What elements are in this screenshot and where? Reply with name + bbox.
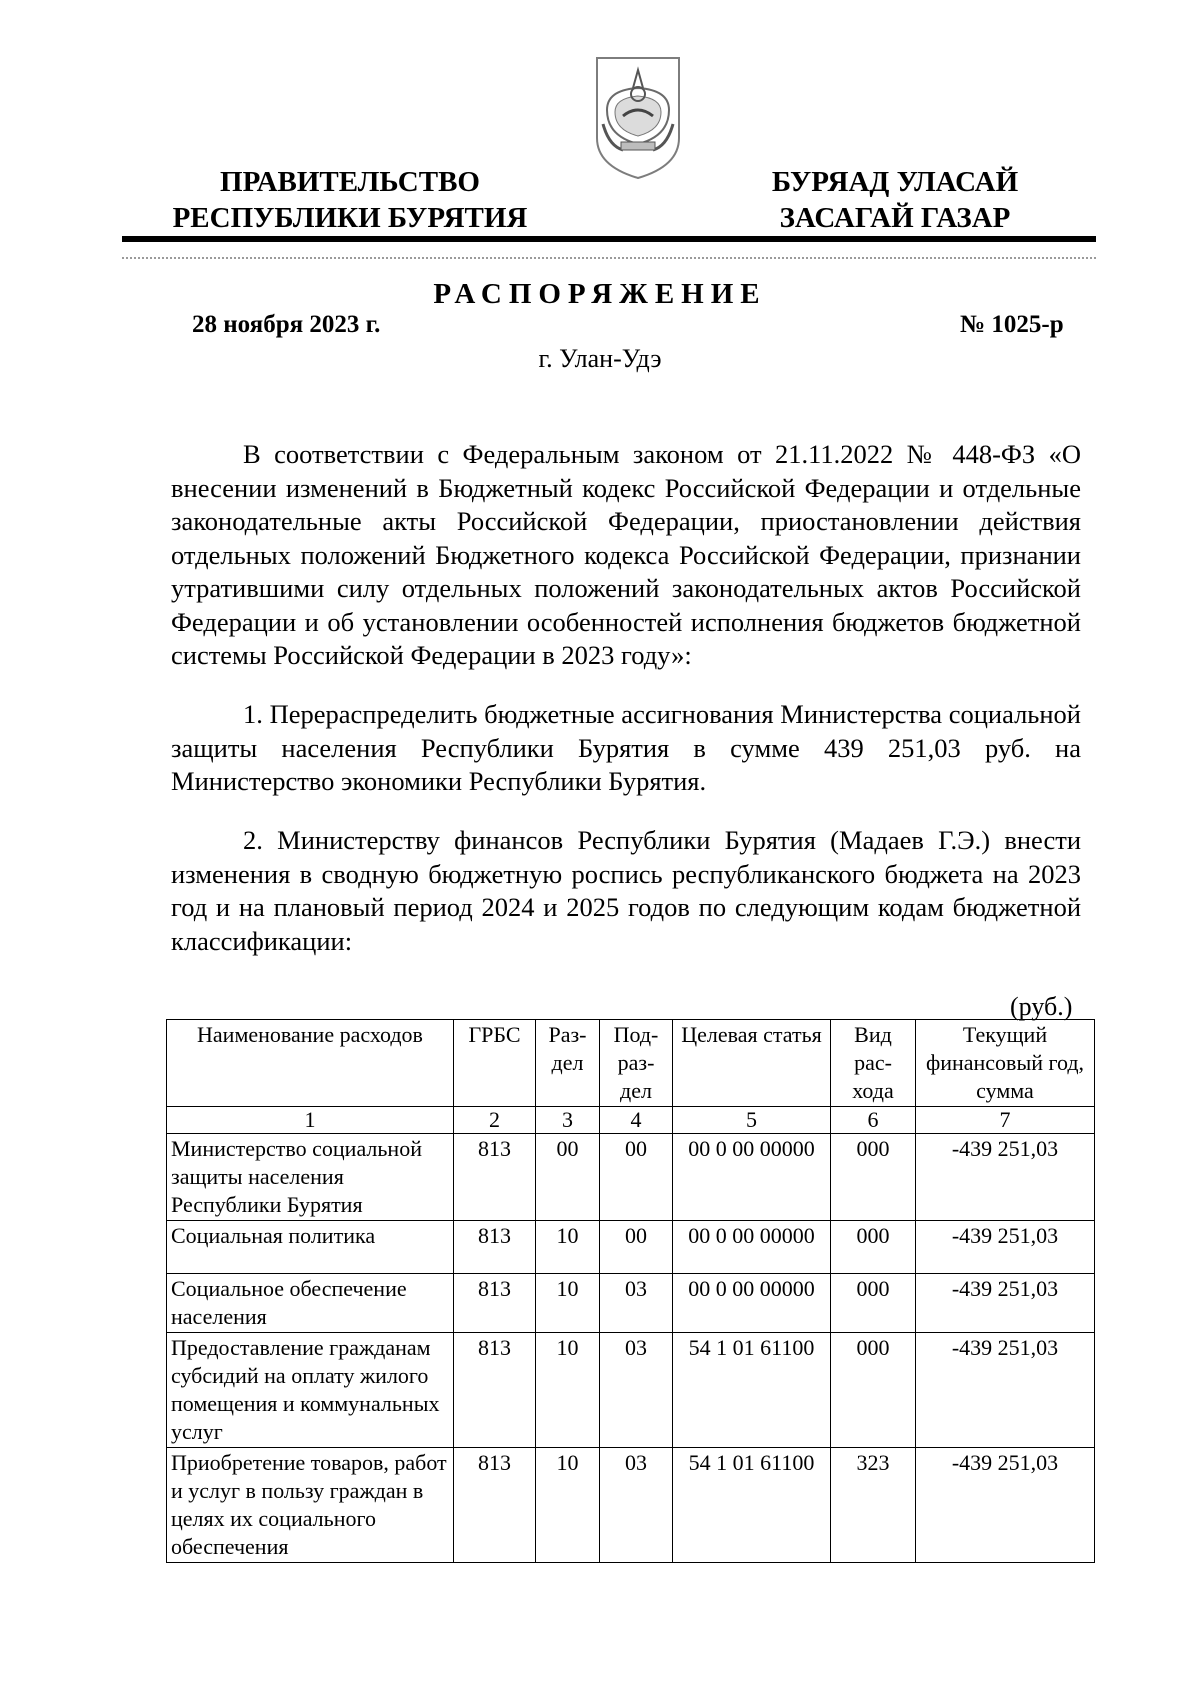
government-name-russian bbox=[150, 164, 550, 236]
row-name: Предоставление гражданам субсидий на оплату жилого помещения и коммунальных услуг bbox=[167, 1333, 454, 1448]
government-name-buryat-line-2: ЗАСАГАЙ ГАЗАР bbox=[779, 202, 1011, 234]
header-rule bbox=[122, 236, 1096, 242]
row-razdel: 10 bbox=[536, 1274, 600, 1333]
document-title: РАСПОРЯЖЕНИЕ bbox=[433, 278, 767, 310]
row-name: Социальная политика bbox=[167, 1221, 454, 1274]
row-vid: 000 bbox=[831, 1333, 916, 1448]
row-vid: 000 bbox=[831, 1221, 916, 1274]
row-summa: -439 251,03 bbox=[916, 1134, 1095, 1221]
budget-table bbox=[166, 1019, 1095, 1563]
row-grbs: 813 bbox=[454, 1448, 536, 1563]
row-summa: -439 251,03 bbox=[916, 1448, 1095, 1563]
row-tselevaya: 00 0 00 00000 bbox=[673, 1274, 831, 1333]
header-name: Наименование расходов bbox=[167, 1020, 454, 1107]
header-razdel: Раз-дел bbox=[536, 1020, 600, 1107]
table-row bbox=[167, 1448, 1095, 1563]
row-name: Социальное обеспечение населения bbox=[167, 1274, 454, 1333]
header-grbs: ГРБС bbox=[454, 1020, 536, 1107]
document-city: г. Улан-Удэ bbox=[538, 344, 662, 373]
row-summa: -439 251,03 bbox=[916, 1274, 1095, 1333]
header-podrazdel: Под-раз-дел bbox=[600, 1020, 673, 1107]
row-vid: 323 bbox=[831, 1448, 916, 1563]
row-tselevaya: 54 1 01 61100 bbox=[673, 1333, 831, 1448]
table-row bbox=[167, 1333, 1095, 1448]
row-summa: -439 251,03 bbox=[916, 1333, 1095, 1448]
item-1-paragraph: 1. Перераспределить бюджетные ассигнования Министерства социальной защиты населения Республики Бурятия в сумме 439 251,03 руб. на Министерство экономики Республики Бурятия. bbox=[171, 699, 1081, 796]
row-grbs: 813 bbox=[454, 1274, 536, 1333]
column-number: 1 bbox=[167, 1107, 454, 1134]
column-number: 6 bbox=[831, 1107, 916, 1134]
row-tselevaya: 00 0 00 00000 bbox=[673, 1134, 831, 1221]
header-dotted-rule bbox=[122, 257, 1096, 259]
column-number: 5 bbox=[673, 1107, 831, 1134]
government-name-line-1: ПРАВИТЕЛЬСТВО bbox=[220, 166, 480, 198]
header-tselevaya: Целевая статья bbox=[673, 1020, 831, 1107]
government-name-buryat-line-1: БУРЯАД УЛАСАЙ bbox=[771, 166, 1019, 198]
header-summa: Текущий финансовый год, сумма bbox=[916, 1020, 1095, 1107]
item-2-paragraph: 2. Министерству финансов Республики Бурятия (Мадаев Г.Э.) внести изменения в сводную бюджетную роспись республиканского бюджета на 2023 год и на плановый период 2024 и 2025 годов по следующим кодам бюджетной классификации: bbox=[171, 825, 1081, 956]
row-name: Приобретение товаров, работ и услуг в пользу граждан в целях их социального обеспечения bbox=[167, 1448, 454, 1563]
row-summa: -439 251,03 bbox=[916, 1221, 1095, 1274]
government-name-buryat bbox=[735, 164, 1055, 236]
table-header-row bbox=[167, 1020, 1095, 1107]
row-tselevaya: 54 1 01 61100 bbox=[673, 1448, 831, 1563]
row-grbs: 813 bbox=[454, 1333, 536, 1448]
row-grbs: 813 bbox=[454, 1134, 536, 1221]
preamble-paragraph: В соответствии с Федеральным законом от 21.11.2022 № 448-ФЗ «О внесении изменений в Бюджетный кодекс Российской Федерации и отдельные законодательные акты Российской Федерации, приостановлении действия отдельных положений Бюджетного кодекса Российской Федерации, признании утратившими силу отдельных положений законодательных актов Российской Федерации и об установлении особенностей исполнения бюджетов бюджетной системы Российской Федерации в 2023 году»: bbox=[171, 439, 1081, 670]
document-date: 28 ноября 2023 г. bbox=[192, 311, 381, 338]
table-unit: (руб.) bbox=[1010, 992, 1073, 1021]
row-podrazdel: 00 bbox=[600, 1221, 673, 1274]
row-tselevaya: 00 0 00 00000 bbox=[673, 1221, 831, 1274]
table-row bbox=[167, 1134, 1095, 1221]
row-vid: 000 bbox=[831, 1274, 916, 1333]
column-number: 2 bbox=[454, 1107, 536, 1134]
table-row bbox=[167, 1221, 1095, 1274]
row-name: Министерство социальной защиты населения Республики Бурятия bbox=[167, 1134, 454, 1221]
row-podrazdel: 03 bbox=[600, 1274, 673, 1333]
column-number: 7 bbox=[916, 1107, 1095, 1134]
header-vid: Вид рас-хода bbox=[831, 1020, 916, 1107]
column-number: 4 bbox=[600, 1107, 673, 1134]
column-number: 3 bbox=[536, 1107, 600, 1134]
row-podrazdel: 03 bbox=[600, 1333, 673, 1448]
table-row bbox=[167, 1274, 1095, 1333]
row-podrazdel: 03 bbox=[600, 1448, 673, 1563]
row-grbs: 813 bbox=[454, 1221, 536, 1274]
document-number: № 1025-р bbox=[960, 311, 1064, 338]
row-razdel: 10 bbox=[536, 1448, 600, 1563]
row-razdel: 00 bbox=[536, 1134, 600, 1221]
table-column-numbers-row bbox=[167, 1107, 1095, 1134]
row-razdel: 10 bbox=[536, 1221, 600, 1274]
row-razdel: 10 bbox=[536, 1333, 600, 1448]
government-name-line-2: РЕСПУБЛИКИ БУРЯТИЯ bbox=[172, 202, 528, 234]
row-podrazdel: 00 bbox=[600, 1134, 673, 1221]
row-vid: 000 bbox=[831, 1134, 916, 1221]
coat-of-arms-emblem bbox=[593, 54, 683, 182]
